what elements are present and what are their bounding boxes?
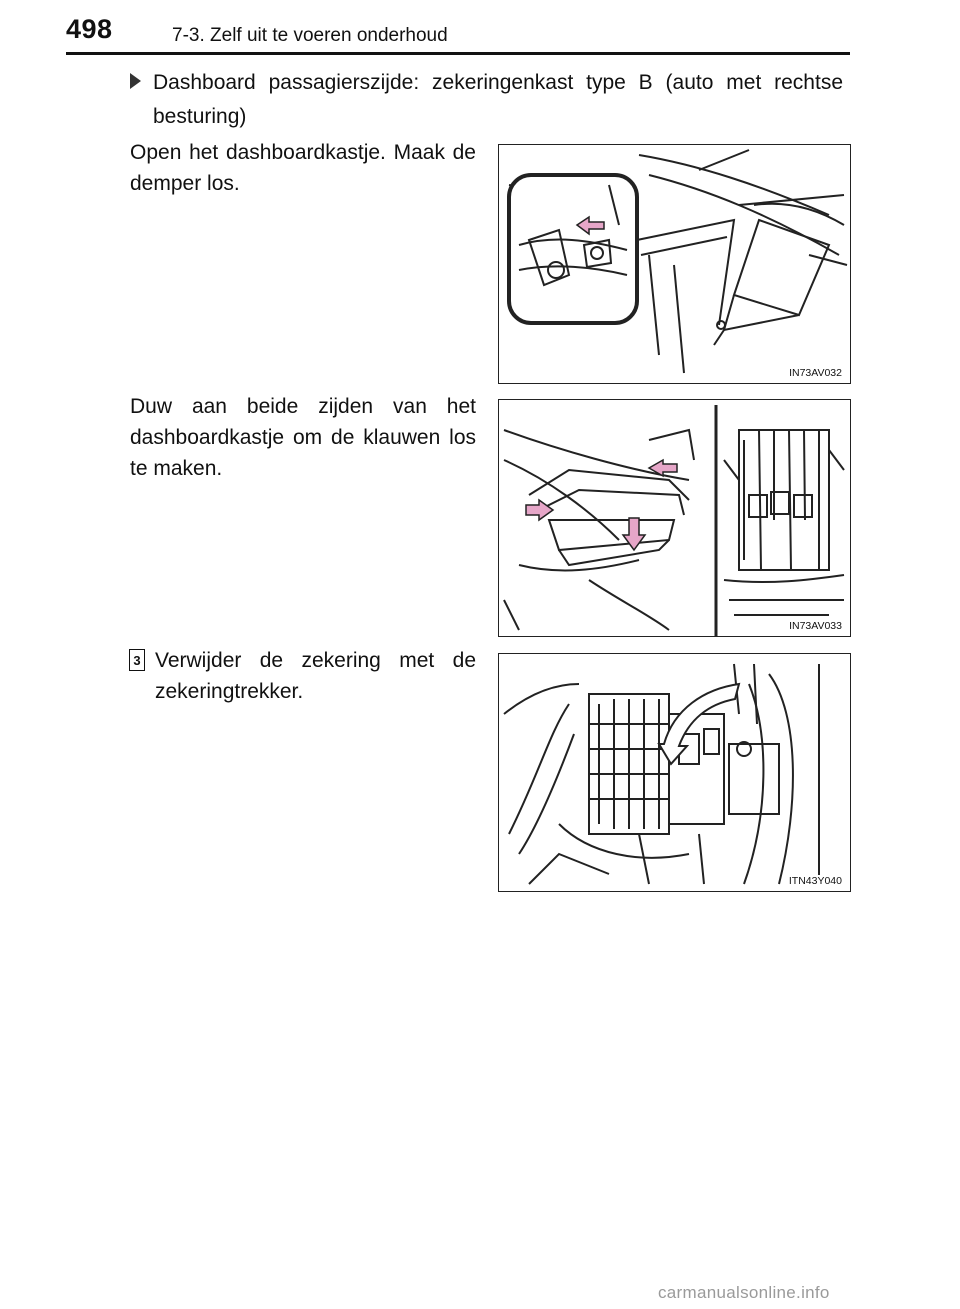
figure-glovebox-damper: [498, 144, 851, 384]
header-divider: [66, 52, 850, 55]
step-2-text: Duw aan beide zijden van het dashboardkastje om de klauwen los te maken.: [130, 395, 476, 480]
glovebox-damper-illustration: [499, 145, 850, 383]
section-title: 7-3. Zelf uit te voeren onderhoud: [172, 25, 448, 46]
figure-code: IN73AV033: [789, 620, 842, 632]
step-3-text: Verwijder de zekering met de zekeringtrekker.: [155, 649, 476, 703]
figure-glovebox-claws: [498, 399, 851, 637]
page-number: 498: [66, 14, 113, 44]
figure-fuse-puller: [498, 653, 851, 892]
triangle-bullet-icon: [130, 73, 141, 89]
step-1-text: Open het dashboardkastje. Maak de demper los.: [130, 141, 476, 195]
figure-code: ITN43Y040: [788, 875, 842, 887]
figure-code: IN73AV032: [789, 367, 842, 379]
fuse-box-illustration: [499, 654, 850, 891]
step-number-badge: 3: [129, 649, 145, 671]
glovebox-claws-illustration: [499, 400, 850, 636]
section-heading: Dashboard passagierszijde: zekeringenkast type B (auto met rechtse besturing): [153, 71, 843, 128]
watermark[interactable]: carmanualsonline.info: [658, 1283, 830, 1302]
